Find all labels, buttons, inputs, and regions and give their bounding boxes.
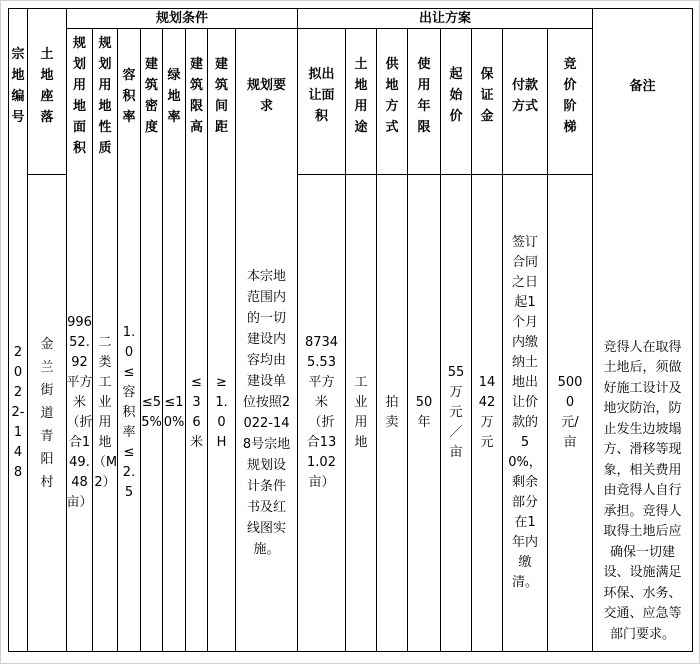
header-plot-ratio: 容积率 xyxy=(122,67,136,125)
transfer-subcolumns xyxy=(298,29,592,651)
cell-use-term: 50年 xyxy=(415,395,433,430)
column-planning-area xyxy=(67,29,93,651)
header-remarks: 备注 xyxy=(629,78,656,94)
group-planning-conditions xyxy=(67,9,298,651)
cell-land-use-nature: 二类工业用地（M2） xyxy=(92,335,118,490)
group-header-transfer-plan: 出让方案 xyxy=(298,9,592,29)
cell-height-limit: ≤36米 xyxy=(189,375,203,450)
header-planning-area: 规划用地面积 xyxy=(72,36,86,156)
cell-starting-price: 55万元／亩 xyxy=(447,365,465,460)
cell-supply-method: 拍卖 xyxy=(385,395,399,430)
column-starting-price xyxy=(441,29,472,651)
cell-planning-area: 99652.92平方米（折合149.48亩） xyxy=(66,315,93,510)
cell-remarks: 竞得人在取得土地后，须做好施工设计及地灾防治，防止发生边坡塌方、滑移等现象，相关费用由竞得人自行承担。竞得人取得土地后应确保一切建设、设施满足环保、水务、交通、应急等部门要求。 xyxy=(603,339,682,642)
column-remarks xyxy=(593,9,692,651)
column-building-spacing xyxy=(208,29,236,651)
cell-building-density: ≤55% xyxy=(141,395,162,430)
cell-building-spacing: ≥1.0H xyxy=(215,375,228,450)
header-building-spacing: 建筑间距 xyxy=(215,57,229,135)
header-proposed-area: 拟出让面积 xyxy=(298,29,345,175)
header-green-ratio: 绿地率 xyxy=(167,67,181,125)
planning-subcolumns xyxy=(67,29,297,651)
header-land-use-nature: 规划用地性质 xyxy=(98,36,112,156)
group-header-planning-conditions: 规划条件 xyxy=(67,9,297,29)
column-building-density xyxy=(141,29,163,651)
column-location xyxy=(28,9,67,651)
cell-green-ratio: ≤10% xyxy=(163,395,185,430)
cell-location: 金兰街道青阳村 xyxy=(40,336,54,490)
header-deposit: 保证金 xyxy=(472,29,502,175)
column-land-use xyxy=(346,29,377,651)
column-plot-ratio xyxy=(118,29,141,651)
cell-land-use: 工业用地 xyxy=(354,375,368,450)
land-parcel-table xyxy=(8,8,693,652)
cell-planning-requirements: 本宗地范围内的一切建设内容均由建设单位按照2022-148号宗地规划设计条件书及红线图实施。 xyxy=(242,269,291,557)
header-parcel-number: 宗地编号 xyxy=(11,47,25,125)
column-use-term xyxy=(408,29,441,651)
column-bidding-increment xyxy=(548,29,592,651)
column-planning-requirements xyxy=(236,29,297,651)
header-location: 土地座落 xyxy=(28,9,66,175)
header-starting-price: 起始价 xyxy=(441,29,471,175)
header-bidding-increment: 竞价阶梯 xyxy=(548,29,592,175)
header-planning-requirements: 规划要求 xyxy=(246,78,286,114)
header-payment-method: 付款方式 xyxy=(503,29,547,175)
cell-bidding-increment: 5000元/亩 xyxy=(557,375,583,450)
column-supply-method xyxy=(377,29,408,651)
group-transfer-plan xyxy=(298,9,593,651)
column-proposed-area xyxy=(298,29,346,651)
header-supply-method: 供地方式 xyxy=(377,29,407,175)
column-land-use-nature xyxy=(93,29,118,651)
cell-deposit: 1442万元 xyxy=(478,375,496,450)
cell-proposed-area: 87345.53平方米（折合131.02亩） xyxy=(304,335,339,490)
column-payment-method xyxy=(503,29,548,651)
cell-plot-ratio: 1.0≤容积率≤2.5 xyxy=(122,325,136,500)
header-height-limit: 建筑限高 xyxy=(189,57,203,135)
cell-parcel-number: 2022-148 xyxy=(11,345,25,480)
column-height-limit xyxy=(186,29,208,651)
header-use-term: 使用年限 xyxy=(408,29,440,175)
header-land-use: 土地用途 xyxy=(346,29,376,175)
column-green-ratio xyxy=(163,29,186,651)
column-parcel-number xyxy=(9,9,28,651)
column-deposit xyxy=(472,29,503,651)
header-building-density: 建筑密度 xyxy=(144,57,158,135)
cell-payment-method: 签订合同之日起1个月内缴纳土地出让价款的50%，剩余部分在1年内缴清。 xyxy=(508,235,542,590)
